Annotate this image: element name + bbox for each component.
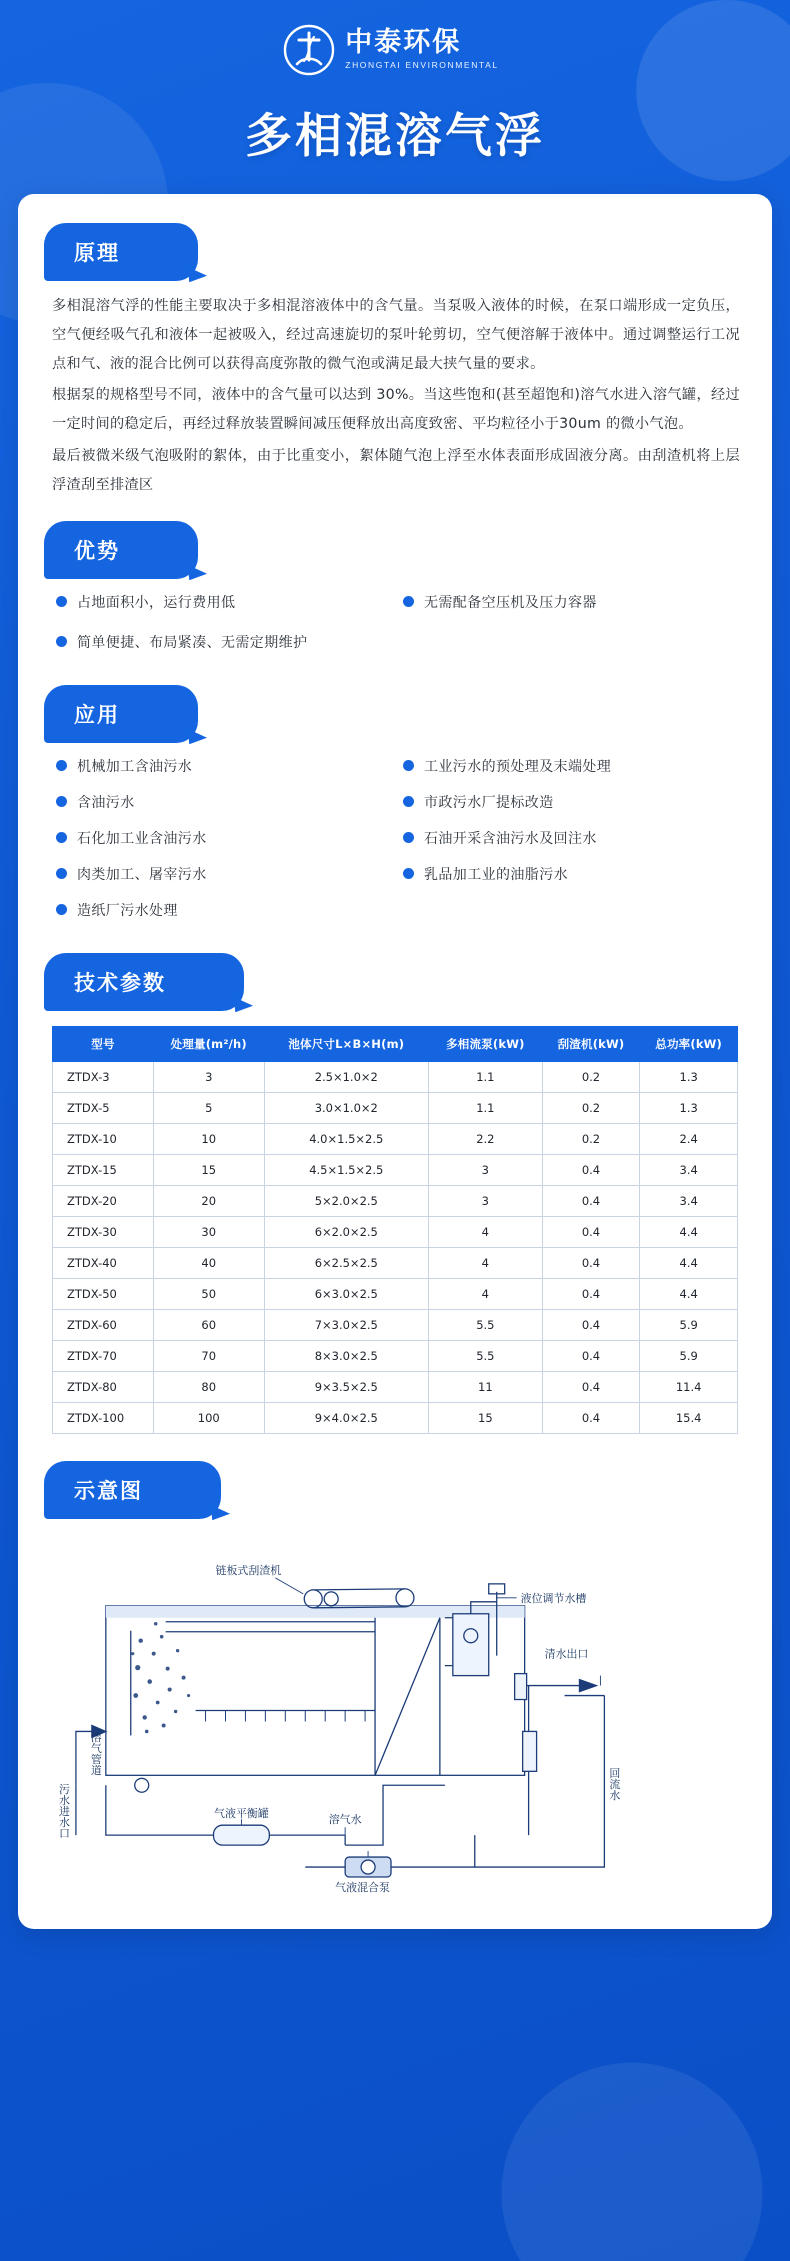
cell-capacity: 5 xyxy=(153,1092,264,1123)
column-header-multiphase-pump: 多相流泵(kW) xyxy=(429,1026,543,1061)
cell-dimensions: 9×3.5×2.5 xyxy=(264,1371,429,1402)
list-item-label: 机械加工含油污水 xyxy=(77,758,193,775)
brand-name-cn: 中泰环保 xyxy=(345,26,462,58)
list-item xyxy=(403,828,740,848)
cell-total-power: 1.3 xyxy=(640,1061,738,1092)
table-row xyxy=(53,1247,738,1278)
bullet-dot-icon xyxy=(403,832,414,843)
cell-capacity: 70 xyxy=(153,1340,264,1371)
section-heading-specs xyxy=(50,960,196,1004)
list-item xyxy=(56,792,393,812)
cell-pump: 1.1 xyxy=(429,1061,543,1092)
cell-dimensions: 7×3.0×2.5 xyxy=(264,1309,429,1340)
table-row xyxy=(53,1061,738,1092)
cell-pump: 15 xyxy=(429,1402,543,1433)
section-heading-specs-label: 技术参数 xyxy=(74,970,166,995)
cell-dimensions: 3.0×1.0×2 xyxy=(264,1092,429,1123)
principle-paragraph-3: 最后被微米级气泡吸附的絮体，由于比重变小，絮体随气泡上浮至水体表面形成固液分离。由刮渣机将上层浮渣刮至排渣区 xyxy=(52,447,740,493)
diagram-label-sewage-inlet: 污水进水口 xyxy=(57,1783,71,1838)
bullet-dot-icon xyxy=(56,760,67,771)
bullet-dot-icon xyxy=(56,904,67,915)
cell-total-power: 4.4 xyxy=(640,1247,738,1278)
table-row xyxy=(53,1185,738,1216)
diagram-label-mixing-pump: 气液混合泵 xyxy=(335,1880,390,1894)
list-item xyxy=(56,900,393,920)
list-item xyxy=(56,632,393,652)
cell-model: ZTDX-60 xyxy=(53,1309,154,1340)
advantages-list xyxy=(56,592,740,652)
cell-pump: 4 xyxy=(429,1278,543,1309)
applications-list xyxy=(56,756,740,920)
list-item-label: 市政污水厂提标改造 xyxy=(424,794,554,811)
section-heading-advantages xyxy=(50,528,150,572)
cell-total-power: 4.4 xyxy=(640,1216,738,1247)
column-header-model: 型号 xyxy=(53,1026,154,1061)
list-item-label: 简单便捷、布局紧凑、无需定期维护 xyxy=(77,634,308,651)
cell-scraper: 0.2 xyxy=(542,1061,640,1092)
table-row xyxy=(53,1092,738,1123)
cell-dimensions: 4.0×1.5×2.5 xyxy=(264,1123,429,1154)
cell-capacity: 3 xyxy=(153,1061,264,1092)
list-item xyxy=(403,756,740,776)
list-item-label: 石油开采含油污水及回注水 xyxy=(424,830,597,847)
cell-scraper: 0.4 xyxy=(542,1185,640,1216)
section-heading-principle xyxy=(50,230,150,274)
section-heading-diagram-label: 示意图 xyxy=(74,1478,143,1503)
cell-pump: 3 xyxy=(429,1185,543,1216)
cell-model: ZTDX-10 xyxy=(53,1123,154,1154)
bullet-dot-icon xyxy=(56,596,67,607)
list-item xyxy=(56,592,393,612)
cell-pump: 1.1 xyxy=(429,1092,543,1123)
diagram-label-dissolved-air-pipe: 溶气管道 xyxy=(89,1731,103,1776)
cell-total-power: 1.3 xyxy=(640,1092,738,1123)
cell-scraper: 0.2 xyxy=(542,1092,640,1123)
table-row xyxy=(53,1123,738,1154)
cell-capacity: 20 xyxy=(153,1185,264,1216)
cell-model: ZTDX-80 xyxy=(53,1371,154,1402)
list-item-label: 乳品加工业的油脂污水 xyxy=(424,866,568,883)
cell-capacity: 50 xyxy=(153,1278,264,1309)
cell-pump: 2.2 xyxy=(429,1123,543,1154)
list-item xyxy=(403,792,740,812)
cell-scraper: 0.4 xyxy=(542,1154,640,1185)
cell-model: ZTDX-3 xyxy=(53,1061,154,1092)
cell-dimensions: 8×3.0×2.5 xyxy=(264,1340,429,1371)
cell-scraper: 0.4 xyxy=(542,1216,640,1247)
list-item xyxy=(56,864,393,884)
cell-capacity: 30 xyxy=(153,1216,264,1247)
cell-capacity: 100 xyxy=(153,1402,264,1433)
poster-header xyxy=(0,0,790,172)
principle-paragraph-1: 多相混溶气浮的性能主要取决于多相混溶液体中的含气量。当泵吸入液体的时候，在泵口端形成一定负压，空气便经吸气孔和液体一起被吸入，经过高速旋切的泵叶轮剪切，空气便溶解于液体中。通过调整运行工况点和气、液的混合比例可以获得高度弥散的微气泡或满足最大挟气量的要求。 xyxy=(52,298,740,373)
cell-pump: 3 xyxy=(429,1154,543,1185)
brand-logo xyxy=(283,24,498,76)
cell-capacity: 10 xyxy=(153,1123,264,1154)
section-heading-applications-label: 应用 xyxy=(74,702,120,727)
list-item xyxy=(56,756,393,776)
list-item xyxy=(56,828,393,848)
cell-total-power: 11.4 xyxy=(640,1371,738,1402)
column-header-capacity: 处理量(m²/h) xyxy=(153,1026,264,1061)
cell-model: ZTDX-15 xyxy=(53,1154,154,1185)
cell-model: ZTDX-70 xyxy=(53,1340,154,1371)
cell-total-power: 2.4 xyxy=(640,1123,738,1154)
bullet-dot-icon xyxy=(403,596,414,607)
specs-table-wrapper xyxy=(52,1026,738,1434)
cell-model: ZTDX-20 xyxy=(53,1185,154,1216)
page-title: 多相混溶气浮 xyxy=(245,109,545,164)
cell-scraper: 0.4 xyxy=(542,1309,640,1340)
diagram-label-balance-tank: 气液平衡罐 xyxy=(214,1806,269,1820)
cell-scraper: 0.4 xyxy=(542,1340,640,1371)
cell-model: ZTDX-40 xyxy=(53,1247,154,1278)
table-row xyxy=(53,1309,738,1340)
cell-total-power: 5.9 xyxy=(640,1340,738,1371)
section-heading-diagram xyxy=(50,1468,173,1512)
process-diagram xyxy=(46,1536,744,1895)
column-header-total-power: 总功率(kW) xyxy=(640,1026,738,1061)
cell-total-power: 5.9 xyxy=(640,1309,738,1340)
cell-model: ZTDX-30 xyxy=(53,1216,154,1247)
cell-dimensions: 9×4.0×2.5 xyxy=(264,1402,429,1433)
cell-dimensions: 5×2.0×2.5 xyxy=(264,1185,429,1216)
section-heading-principle-label: 原理 xyxy=(74,241,120,265)
table-row xyxy=(53,1154,738,1185)
cell-dimensions: 6×2.0×2.5 xyxy=(264,1216,429,1247)
diagram-label-scraper: 链板式刮渣机 xyxy=(215,1563,282,1577)
cell-capacity: 40 xyxy=(153,1247,264,1278)
table-header-row xyxy=(53,1026,738,1061)
list-item-label: 工业污水的预处理及末端处理 xyxy=(424,758,612,775)
cell-scraper: 0.2 xyxy=(542,1123,640,1154)
bullet-dot-icon xyxy=(56,636,67,647)
list-item-label: 含油污水 xyxy=(77,794,135,811)
zt-monogram-logo-icon xyxy=(283,24,335,76)
cell-pump: 4 xyxy=(429,1216,543,1247)
section-heading-advantages-label: 优势 xyxy=(74,538,120,563)
cell-scraper: 0.4 xyxy=(542,1278,640,1309)
table-row xyxy=(53,1216,738,1247)
cell-pump: 11 xyxy=(429,1371,543,1402)
bullet-dot-icon xyxy=(403,868,414,879)
cell-capacity: 60 xyxy=(153,1309,264,1340)
cell-capacity: 15 xyxy=(153,1154,264,1185)
bullet-dot-icon xyxy=(56,868,67,879)
table-row xyxy=(53,1371,738,1402)
brand-name-en: ZHONGTAI ENVIRONMENTAL xyxy=(345,59,499,70)
cell-dimensions: 2.5×1.0×2 xyxy=(264,1061,429,1092)
brand-name xyxy=(345,26,499,72)
cell-pump: 5.5 xyxy=(429,1340,543,1371)
bullet-dot-icon xyxy=(56,796,67,807)
list-item xyxy=(403,592,740,612)
table-row xyxy=(53,1340,738,1371)
cell-pump: 5.5 xyxy=(429,1309,543,1340)
column-header-dimensions: 池体尺寸L×B×H(m) xyxy=(264,1026,429,1061)
cell-model: ZTDX-50 xyxy=(53,1278,154,1309)
content-card xyxy=(18,194,772,1929)
list-item xyxy=(403,864,740,884)
cell-pump: 4 xyxy=(429,1247,543,1278)
principle-paragraph-2: 根据泵的规格型号不同，液体中的含气量可以达到 30%。当这些饱和(甚至超饱和)溶气水进入溶气罐，经过一定时间的稳定后，再经过释放装置瞬间减压便释放出高度致密、平均粒径小于30um 的微小气泡。 xyxy=(52,387,740,433)
list-item-label: 肉类加工、屠宰污水 xyxy=(77,866,207,883)
section-heading-applications xyxy=(50,692,150,736)
list-item-label: 无需配备空压机及压力容器 xyxy=(424,594,597,611)
diagram-label-clean-outlet: 清水出口 xyxy=(544,1647,589,1661)
bullet-dot-icon xyxy=(403,796,414,807)
list-item-label: 造纸厂污水处理 xyxy=(77,902,178,919)
cell-dimensions: 6×3.0×2.5 xyxy=(264,1278,429,1309)
process-diagram-svg xyxy=(46,1536,744,1895)
diagram-label-dissolved-air-water: 溶气水 xyxy=(328,1812,362,1826)
bullet-dot-icon xyxy=(56,832,67,843)
cell-dimensions: 6×2.5×2.5 xyxy=(264,1247,429,1278)
diagram-label-level-tank: 液位调节水槽 xyxy=(520,1591,587,1605)
cell-model: ZTDX-5 xyxy=(53,1092,154,1123)
cell-scraper: 0.4 xyxy=(542,1402,640,1433)
cell-scraper: 0.4 xyxy=(542,1371,640,1402)
cell-total-power: 3.4 xyxy=(640,1154,738,1185)
cell-total-power: 15.4 xyxy=(640,1402,738,1433)
column-header-scraper: 刮渣机(kW) xyxy=(542,1026,640,1061)
diagram-label-return-water: 回流水 xyxy=(607,1767,621,1800)
specs-table xyxy=(52,1026,738,1434)
cell-total-power: 4.4 xyxy=(640,1278,738,1309)
bullet-dot-icon xyxy=(403,760,414,771)
cell-total-power: 3.4 xyxy=(640,1185,738,1216)
cell-capacity: 80 xyxy=(153,1371,264,1402)
cell-model: ZTDX-100 xyxy=(53,1402,154,1433)
cell-dimensions: 4.5×1.5×2.5 xyxy=(264,1154,429,1185)
table-row xyxy=(53,1402,738,1433)
list-item-label: 占地面积小，运行费用低 xyxy=(77,594,236,611)
list-item-label: 石化加工业含油污水 xyxy=(77,830,207,847)
table-row xyxy=(53,1278,738,1309)
cell-scraper: 0.4 xyxy=(542,1247,640,1278)
